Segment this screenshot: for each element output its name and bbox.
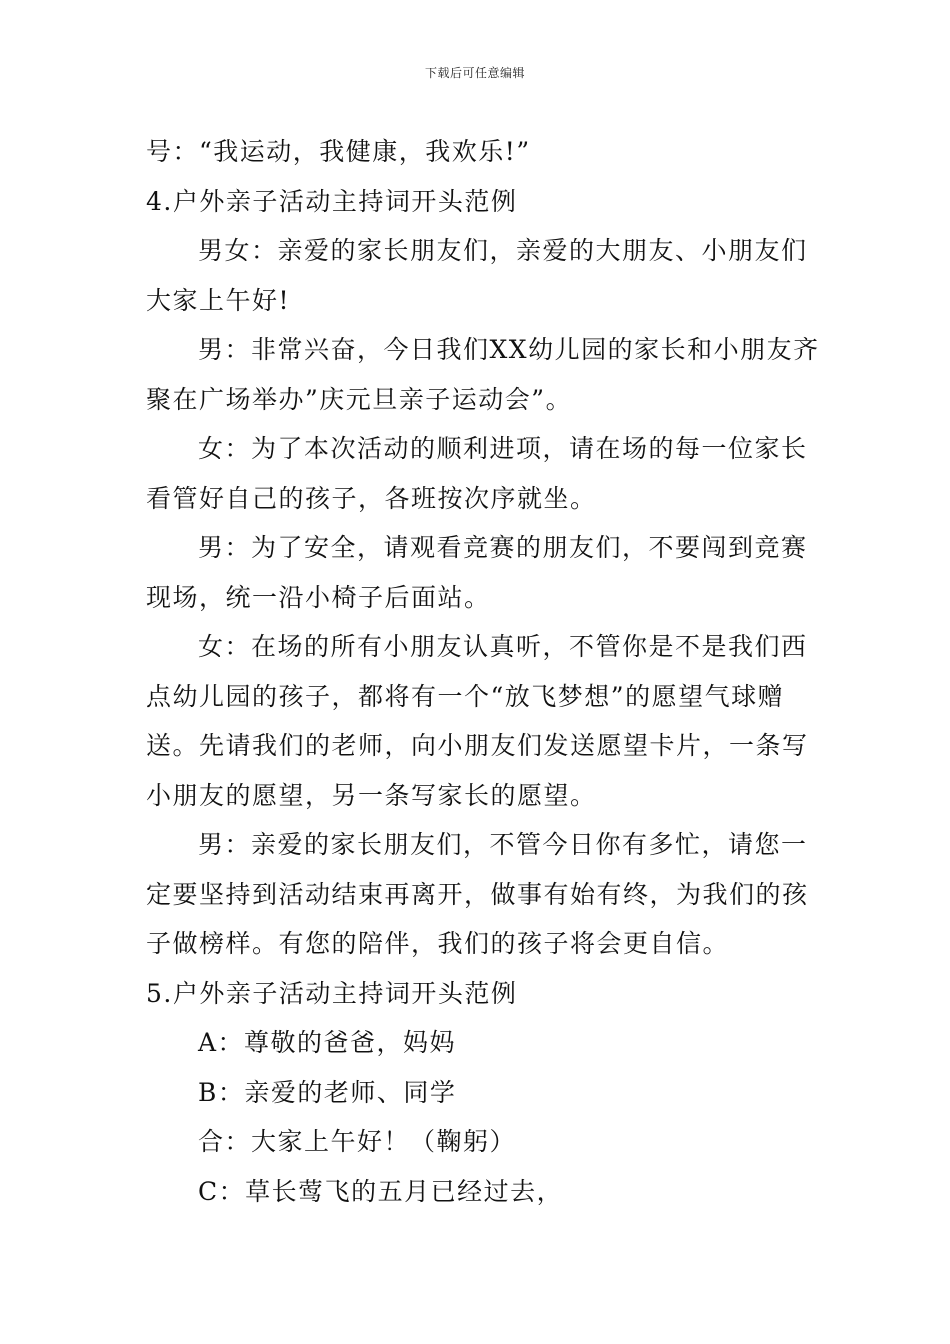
text-line: 4.户外亲子活动主持词开头范例 [146,186,518,216]
text-line: 送。先请我们的老师，向小朋友们发送愿望卡片，一条写 [146,731,809,760]
text-line: 女：为了本次活动的顺利进项，请在场的每一位家长 [198,434,808,463]
text-line: 号：“我运动，我健康，我欢乐!” [146,137,531,166]
text-line: 男：亲爱的家长朋友们，不管今日你有多忙，请您一 [198,830,808,859]
text-line: C：草长莺飞的五月已经过去， [198,1176,564,1206]
text-line: 点幼儿园的孩子，都将有一个“放飞梦想”的愿望气球赠 [146,681,785,711]
text-line: 定要坚持到活动结束再离开，做事有始有终，为我们的孩 [146,879,809,909]
text-line: 男：为了安全，请观看竞赛的朋友们，不要闯到竞赛 [198,533,808,562]
text-line: 看管好自己的孩子，各班按次序就坐。 [146,483,597,513]
text-line: 小朋友的愿望，另一条写家长的愿望。 [146,780,597,810]
text-line: 合：大家上午好！（鞠躬） [198,1127,517,1156]
text-line: 现场，统一沿小椅子后面站。 [146,582,491,612]
text-line: 大家上午好! [146,285,291,315]
document-body [146,127,820,1216]
text-line: 聚在广场举办”庆元旦亲子运动会”。 [146,384,573,414]
text-line: 男女：亲爱的家长朋友们，亲爱的大朋友、小朋友们 [198,236,808,265]
text-line: A：尊敬的爸爸，妈妈 [198,1028,457,1057]
text-line: B：亲爱的老师、同学 [198,1077,457,1107]
text-line: 5.户外亲子活动主持词开头范例 [146,978,518,1008]
text-line: 女：在场的所有小朋友认真听，不管你是不是我们西 [198,632,808,661]
page-header: 下载后可任意编辑 [424,66,525,80]
text-line: 子做榜样。有您的陪伴，我们的孩子将会更自信。 [146,929,730,958]
text-line: 男：非常兴奋，今日我们XX幼儿园的家长和小朋友齐 [198,335,820,364]
